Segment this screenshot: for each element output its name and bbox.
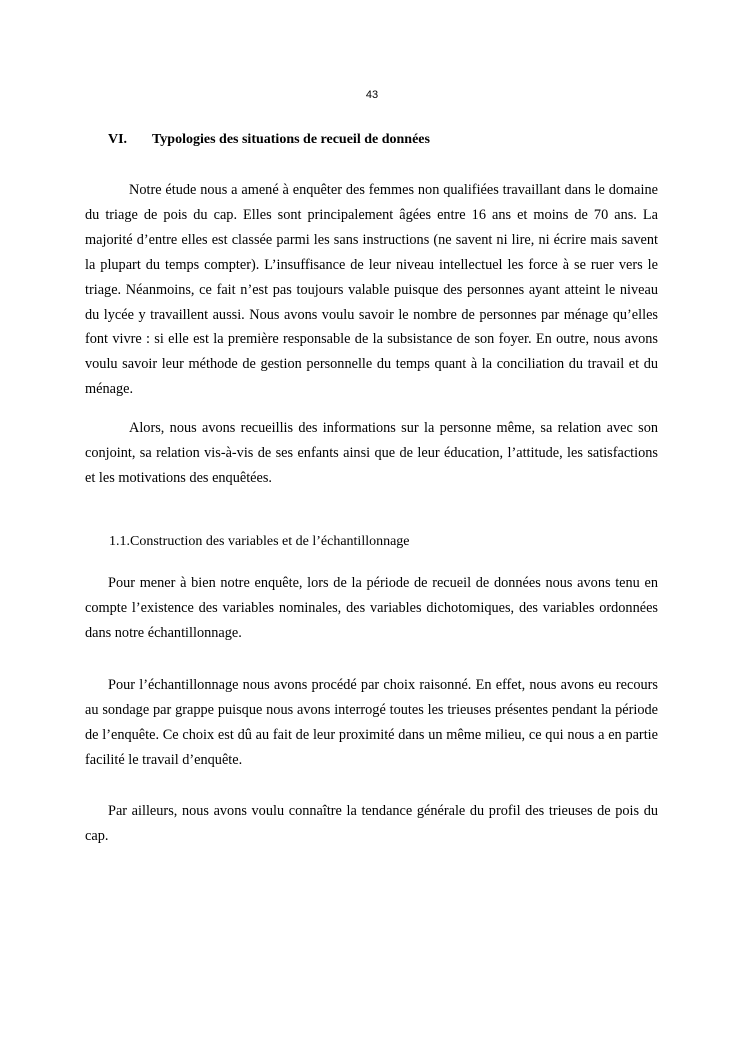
subsection-paragraph-2: Pour l’échantillonnage nous avons procédé par choix raisonné. En effet, nous avons eu recours au sondage par grappe puisque nous avons interrogé toutes les trieuses présentes pendant la période de l’enquête. Ce choix est dû au fait de leur proximité dans un même milieu, ce qui nous a en partie facilité le travail d’enquête. (85, 677, 658, 768)
body-paragraph-1: Notre étude nous a amené à enquêter des femmes non qualifiées travaillant dans le domaine du triage de pois du cap. Elles sont principalement âgées entre 16 ans et moins de 70 ans. La majorité d’entre elles est classée parmi les sans instructions (ne savent ni lire, ni écrire mais savent la plupart du temps compter). L’insuffisance de leur niveau intellectuel les force à se ruer vers le triage. Néanmoins, ce fait n’est pas toujours valable puisque des personnes ayant atteint le niveau du lycée y travaillent aussi. Nous avons voulu savoir le nombre de personnes par ménage qu’elles font vivre : si elle est la première responsable de la subsistance de son foyer. En outre, nous avons voulu savoir leur méthode de gestion personnelle du temps quant à la conciliation du travail et du ménage. (85, 182, 658, 398)
page-number: 43 (365, 89, 379, 101)
subsection-paragraph-1: Pour mener à bien notre enquête, lors de la période de recueil de données nous avons tenu en compte l’existence des variables nominales, des variables dichotomiques, des variables ordonnées dans notre échantillonnage. (85, 575, 658, 641)
section-heading (108, 131, 430, 149)
subsection-paragraph-3: Par ailleurs, nous avons voulu connaître la tendance générale du profil des trieuses de pois du cap. (85, 803, 658, 844)
section-number: VI. (108, 132, 128, 147)
body-paragraph-2: Alors, nous avons recueillis des informations sur la personne même, sa relation avec son conjoint, sa relation vis-à-vis de ses enfants ainsi que de leur éducation, l’attitude, les satisfactions et les motivations des enquêtées. (85, 420, 658, 486)
subsection-title: 1.1.Construction des variables et de l’échantillonnage (109, 534, 410, 549)
section-title: Typologies des situations de recueil de données (152, 132, 430, 147)
